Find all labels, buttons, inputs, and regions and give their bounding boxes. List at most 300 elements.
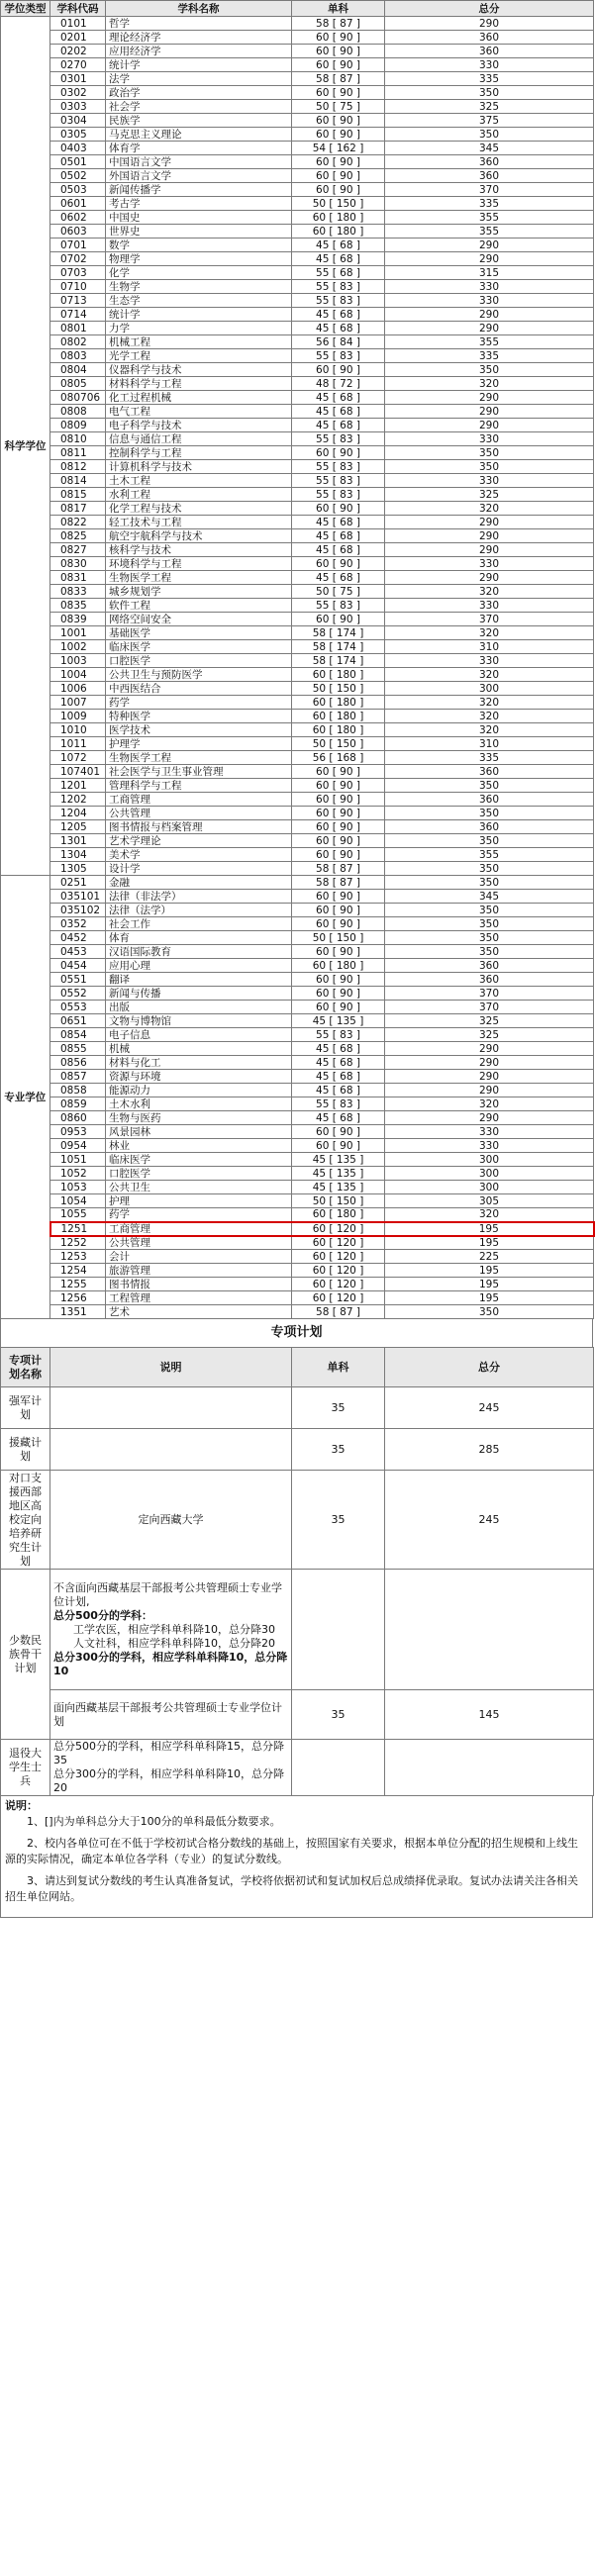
subject-code: 0403 [50,142,106,155]
total-score: 195 [385,1222,594,1236]
single-score: 48 [ 72 ] [292,377,385,391]
subject-code: 0352 [50,917,106,931]
subject-code: 0603 [50,225,106,239]
table-row [1,432,594,446]
single-score: 45 [ 68 ] [292,322,385,335]
subject-code: 1009 [50,710,106,723]
subject-name: 核科学与技术 [106,543,292,557]
subject-name: 美术学 [106,848,292,862]
single-score: 58 [ 87 ] [292,17,385,31]
single-score: 55 [ 83 ] [292,1097,385,1111]
table-row [1,1153,594,1167]
special-row [1,1387,594,1429]
total-score: 330 [385,557,594,571]
subject-code: 1052 [50,1167,106,1181]
total-score: 290 [385,571,594,585]
total-score: 375 [385,114,594,128]
subject-code: 0854 [50,1028,106,1042]
subject-code: 1255 [50,1278,106,1291]
total-score: 290 [385,252,594,266]
table-row [1,322,594,335]
header-total: 总分 [385,1,594,17]
degree-type-cell: 科学学位 [1,17,50,876]
total-score: 350 [385,446,594,460]
special-name: 少数民族骨干计划 [1,1570,50,1740]
subject-code: 0101 [50,17,106,31]
special-total: 245 [385,1471,594,1570]
single-score: 60 [ 90 ] [292,1139,385,1153]
table-row [1,931,594,945]
single-score: 60 [ 90 ] [292,1125,385,1139]
single-score: 50 [ 75 ] [292,100,385,114]
subject-code: 0814 [50,474,106,488]
total-score: 290 [385,419,594,432]
table-row [1,710,594,723]
subject-name: 生态学 [106,294,292,308]
table-row [1,349,594,363]
total-score: 290 [385,322,594,335]
single-score: 55 [ 83 ] [292,1028,385,1042]
special-total: 245 [385,1387,594,1429]
subject-code: 0860 [50,1111,106,1125]
subject-code: 0703 [50,266,106,280]
table-row [1,1222,594,1236]
total-score: 290 [385,391,594,405]
total-score: 360 [385,169,594,183]
table-row [1,114,594,128]
total-score: 330 [385,58,594,72]
total-score: 330 [385,294,594,308]
single-score: 45 [ 68 ] [292,405,385,419]
table-row [1,820,594,834]
subject-code: 0270 [50,58,106,72]
single-score: 45 [ 68 ] [292,1056,385,1070]
subject-code: 0454 [50,959,106,973]
subject-code: 1001 [50,626,106,640]
special-desc-line: 人文社科，相应学科单科降10，总分降20 [73,1636,275,1650]
table-row [1,640,594,654]
single-score: 55 [ 83 ] [292,349,385,363]
table-row [1,225,594,239]
table-row [1,405,594,419]
subject-code: 1251 [50,1222,106,1236]
notes-heading: 说明： [5,1799,38,1812]
table-row [1,183,594,197]
subject-code: 0855 [50,1042,106,1056]
subject-code: 0839 [50,613,106,626]
total-score: 345 [385,142,594,155]
subject-code: 1202 [50,793,106,807]
total-score: 290 [385,529,594,543]
total-score: 195 [385,1264,594,1278]
special-single: 35 [292,1387,385,1429]
subject-name: 网络空间安全 [106,613,292,626]
single-score: 60 [ 90 ] [292,793,385,807]
table-row [1,1028,594,1042]
special-plan-title: 专项计划 [0,1319,593,1347]
subject-code: 0822 [50,516,106,529]
single-score: 45 [ 135 ] [292,1014,385,1028]
special-total [385,1570,594,1690]
single-score: 45 [ 68 ] [292,239,385,252]
total-score: 370 [385,613,594,626]
total-score: 195 [385,1291,594,1305]
subject-code: 0831 [50,571,106,585]
subject-code: 0827 [50,543,106,557]
subject-name: 法律（法学） [106,904,292,917]
note-item: 1、[]内为单科总分大于100分的单科最低分数要求。 [27,1815,281,1828]
subject-name: 马克思主义理论 [106,128,292,142]
subject-name: 新闻传播学 [106,183,292,197]
subject-name: 环境科学与工程 [106,557,292,571]
subject-code: 0602 [50,211,106,225]
single-score: 50 [ 150 ] [292,197,385,211]
subject-name: 旅游管理 [106,1264,292,1278]
total-score: 300 [385,1153,594,1167]
subject-name: 特种医学 [106,710,292,723]
total-score: 305 [385,1194,594,1208]
subject-code: 0815 [50,488,106,502]
special-row [1,1429,594,1471]
single-score: 45 [ 68 ] [292,516,385,529]
single-score: 60 [ 90 ] [292,973,385,987]
table-row [1,890,594,904]
total-score: 290 [385,1042,594,1056]
subject-code: 0835 [50,599,106,613]
subject-code: 0811 [50,446,106,460]
total-score: 320 [385,668,594,682]
subject-code: 035101 [50,890,106,904]
table-row [1,335,594,349]
subject-code: 1205 [50,820,106,834]
subject-code: 0833 [50,585,106,599]
single-score: 60 [ 180 ] [292,723,385,737]
single-score: 50 [ 150 ] [292,682,385,696]
total-score: 290 [385,1056,594,1070]
subject-code: 107401 [50,765,106,779]
total-score: 370 [385,987,594,1001]
table-row [1,973,594,987]
total-score: 360 [385,959,594,973]
subject-name: 软件工程 [106,599,292,613]
total-score: 360 [385,765,594,779]
table-row [1,807,594,820]
single-score: 58 [ 87 ] [292,876,385,890]
subject-name: 金融 [106,876,292,890]
total-score: 290 [385,405,594,419]
total-score: 350 [385,807,594,820]
special-name: 强军计划 [1,1387,50,1429]
total-score: 350 [385,945,594,959]
subject-code: 0202 [50,45,106,58]
subject-name: 能源动力 [106,1084,292,1097]
total-score: 290 [385,516,594,529]
single-score: 45 [ 68 ] [292,1111,385,1125]
special-header-single: 单科 [292,1348,385,1387]
subject-name: 民族学 [106,114,292,128]
table-row [1,1264,594,1278]
special-desc-line: 不含面向西藏基层干部报考公共管理硕士专业学位计划, [53,1580,282,1608]
table-row [1,1056,594,1070]
total-score: 350 [385,917,594,931]
table-row [1,239,594,252]
single-score: 60 [ 120 ] [292,1291,385,1305]
single-score: 60 [ 180 ] [292,696,385,710]
total-score: 350 [385,779,594,793]
total-score: 300 [385,1167,594,1181]
total-score: 320 [385,502,594,516]
single-score: 60 [ 90 ] [292,31,385,45]
subject-name: 护理 [106,1194,292,1208]
subject-code: 0953 [50,1125,106,1139]
total-score: 315 [385,266,594,280]
single-score: 56 [ 168 ] [292,751,385,765]
single-score: 56 [ 84 ] [292,335,385,349]
total-score: 350 [385,128,594,142]
table-row [1,571,594,585]
subject-name: 体育学 [106,142,292,155]
subject-code: 0201 [50,31,106,45]
total-score: 320 [385,710,594,723]
subject-code: 1002 [50,640,106,654]
table-row [1,516,594,529]
score-table-header [1,1,594,17]
single-score: 60 [ 90 ] [292,446,385,460]
subject-code: 1054 [50,1194,106,1208]
total-score: 320 [385,377,594,391]
single-score: 55 [ 83 ] [292,294,385,308]
subject-name: 图书情报 [106,1278,292,1291]
table-row [1,363,594,377]
table-row [1,1014,594,1028]
subject-code: 0501 [50,155,106,169]
subject-name: 中国史 [106,211,292,225]
special-desc-line: 总分300分的学科，相应学科单科降10，总分降10 [53,1650,288,1677]
total-score: 350 [385,876,594,890]
single-score: 60 [ 90 ] [292,114,385,128]
subject-code: 1055 [50,1208,106,1222]
subject-code: 0858 [50,1084,106,1097]
subject-name: 应用经济学 [106,45,292,58]
subject-name: 计算机科学与技术 [106,460,292,474]
total-score: 350 [385,460,594,474]
subject-name: 光学工程 [106,349,292,363]
total-score: 350 [385,86,594,100]
table-row [1,100,594,114]
subject-code: 0710 [50,280,106,294]
subject-code: 0857 [50,1070,106,1084]
subject-name: 力学 [106,322,292,335]
subject-name: 物理学 [106,252,292,266]
table-row [1,1278,594,1291]
subject-name: 临床医学 [106,1153,292,1167]
table-row [1,682,594,696]
total-score: 360 [385,820,594,834]
subject-code: 0801 [50,322,106,335]
single-score: 60 [ 90 ] [292,917,385,931]
single-score: 45 [ 68 ] [292,529,385,543]
table-row [1,793,594,807]
subject-code: 0251 [50,876,106,890]
subject-code: 0452 [50,931,106,945]
subject-name: 电子信息 [106,1028,292,1042]
single-score: 55 [ 83 ] [292,474,385,488]
single-score: 60 [ 90 ] [292,904,385,917]
single-score: 60 [ 120 ] [292,1222,385,1236]
total-score: 290 [385,239,594,252]
single-score: 60 [ 90 ] [292,183,385,197]
subject-code: 0808 [50,405,106,419]
single-score: 58 [ 174 ] [292,654,385,668]
special-name: 援藏计划 [1,1429,50,1471]
subject-code: 0802 [50,335,106,349]
single-score: 45 [ 68 ] [292,1084,385,1097]
table-row [1,904,594,917]
subject-code: 1004 [50,668,106,682]
total-score: 330 [385,1125,594,1139]
table-row [1,1001,594,1014]
single-score: 45 [ 68 ] [292,1070,385,1084]
single-score: 60 [ 120 ] [292,1250,385,1264]
subject-code: 1072 [50,751,106,765]
special-desc [50,1570,292,1690]
total-score: 360 [385,793,594,807]
total-score: 325 [385,1014,594,1028]
subject-name: 中西医结合 [106,682,292,696]
header-degree-type: 学位类型 [1,1,50,17]
subject-name: 轻工技术与工程 [106,516,292,529]
subject-code: 1051 [50,1153,106,1167]
special-total: 285 [385,1429,594,1471]
total-score: 300 [385,682,594,696]
single-score: 45 [ 68 ] [292,1042,385,1056]
total-score: 320 [385,723,594,737]
subject-code: 1253 [50,1250,106,1264]
special-desc: 面向西藏基层干部报考公共管理硕士专业学位计划 [50,1690,292,1740]
table-row [1,31,594,45]
subject-name: 法律（非法学） [106,890,292,904]
subject-name: 土木水利 [106,1097,292,1111]
subject-name: 社会医学与卫生事业管理 [106,765,292,779]
single-score: 50 [ 150 ] [292,1194,385,1208]
single-score: 55 [ 83 ] [292,488,385,502]
table-row [1,1208,594,1222]
total-score: 350 [385,904,594,917]
single-score: 60 [ 90 ] [292,128,385,142]
total-score: 290 [385,1070,594,1084]
single-score: 60 [ 90 ] [292,45,385,58]
table-row [1,599,594,613]
table-row [1,848,594,862]
total-score: 355 [385,848,594,862]
subject-name: 药学 [106,696,292,710]
table-row [1,446,594,460]
subject-name: 电气工程 [106,405,292,419]
single-score: 45 [ 68 ] [292,543,385,557]
total-score: 330 [385,599,594,613]
table-row [1,737,594,751]
subject-name: 管理科学与工程 [106,779,292,793]
total-score: 330 [385,280,594,294]
table-row [1,1042,594,1056]
special-header-desc: 说明 [50,1348,292,1387]
subject-code: 0551 [50,973,106,987]
single-score: 55 [ 83 ] [292,599,385,613]
table-row [1,419,594,432]
total-score: 330 [385,432,594,446]
subject-name: 化工过程机械 [106,391,292,405]
subject-name: 电子科学与技术 [106,419,292,432]
table-row [1,834,594,848]
table-row [1,1291,594,1305]
special-row [1,1570,594,1690]
table-row [1,945,594,959]
subject-name: 考古学 [106,197,292,211]
single-score: 60 [ 90 ] [292,945,385,959]
subject-name: 设计学 [106,862,292,876]
special-desc-line: 总分500分的学科，相应学科单科降15，总分降35 [53,1740,284,1766]
subject-name: 工商管理 [106,1222,292,1236]
subject-name: 临床医学 [106,640,292,654]
total-score: 320 [385,585,594,599]
subject-code: 1201 [50,779,106,793]
subject-name: 中国语言文学 [106,155,292,169]
single-score: 55 [ 83 ] [292,460,385,474]
total-score: 290 [385,543,594,557]
table-row [1,1167,594,1181]
subject-code: 0810 [50,432,106,446]
total-score: 325 [385,488,594,502]
total-score: 350 [385,862,594,876]
subject-code: 0859 [50,1097,106,1111]
table-row [1,987,594,1001]
subject-code: 0714 [50,308,106,322]
single-score: 60 [ 120 ] [292,1264,385,1278]
total-score: 335 [385,72,594,86]
table-row [1,876,594,890]
subject-name: 控制科学与工程 [106,446,292,460]
single-score: 60 [ 90 ] [292,820,385,834]
subject-name: 理论经济学 [106,31,292,45]
subject-code: 0825 [50,529,106,543]
single-score: 55 [ 68 ] [292,266,385,280]
total-score: 195 [385,1278,594,1291]
subject-name: 出版 [106,1001,292,1014]
table-row [1,391,594,405]
subject-code: 0805 [50,377,106,391]
subject-name: 哲学 [106,17,292,31]
single-score: 58 [ 174 ] [292,640,385,654]
subject-name: 法学 [106,72,292,86]
subject-code: 0303 [50,100,106,114]
total-score: 330 [385,474,594,488]
table-row [1,142,594,155]
special-desc [50,1429,292,1471]
single-score: 60 [ 90 ] [292,987,385,1001]
subject-name: 护理学 [106,737,292,751]
subject-code: 0553 [50,1001,106,1014]
subject-name: 翻译 [106,973,292,987]
special-single: 35 [292,1690,385,1740]
table-row [1,197,594,211]
table-row [1,169,594,183]
special-desc: 定向西藏大学 [50,1471,292,1570]
score-table-body [1,17,594,1319]
subject-name: 航空宇航科学与技术 [106,529,292,543]
total-score: 300 [385,1181,594,1194]
subject-name: 林业 [106,1139,292,1153]
table-row [1,474,594,488]
